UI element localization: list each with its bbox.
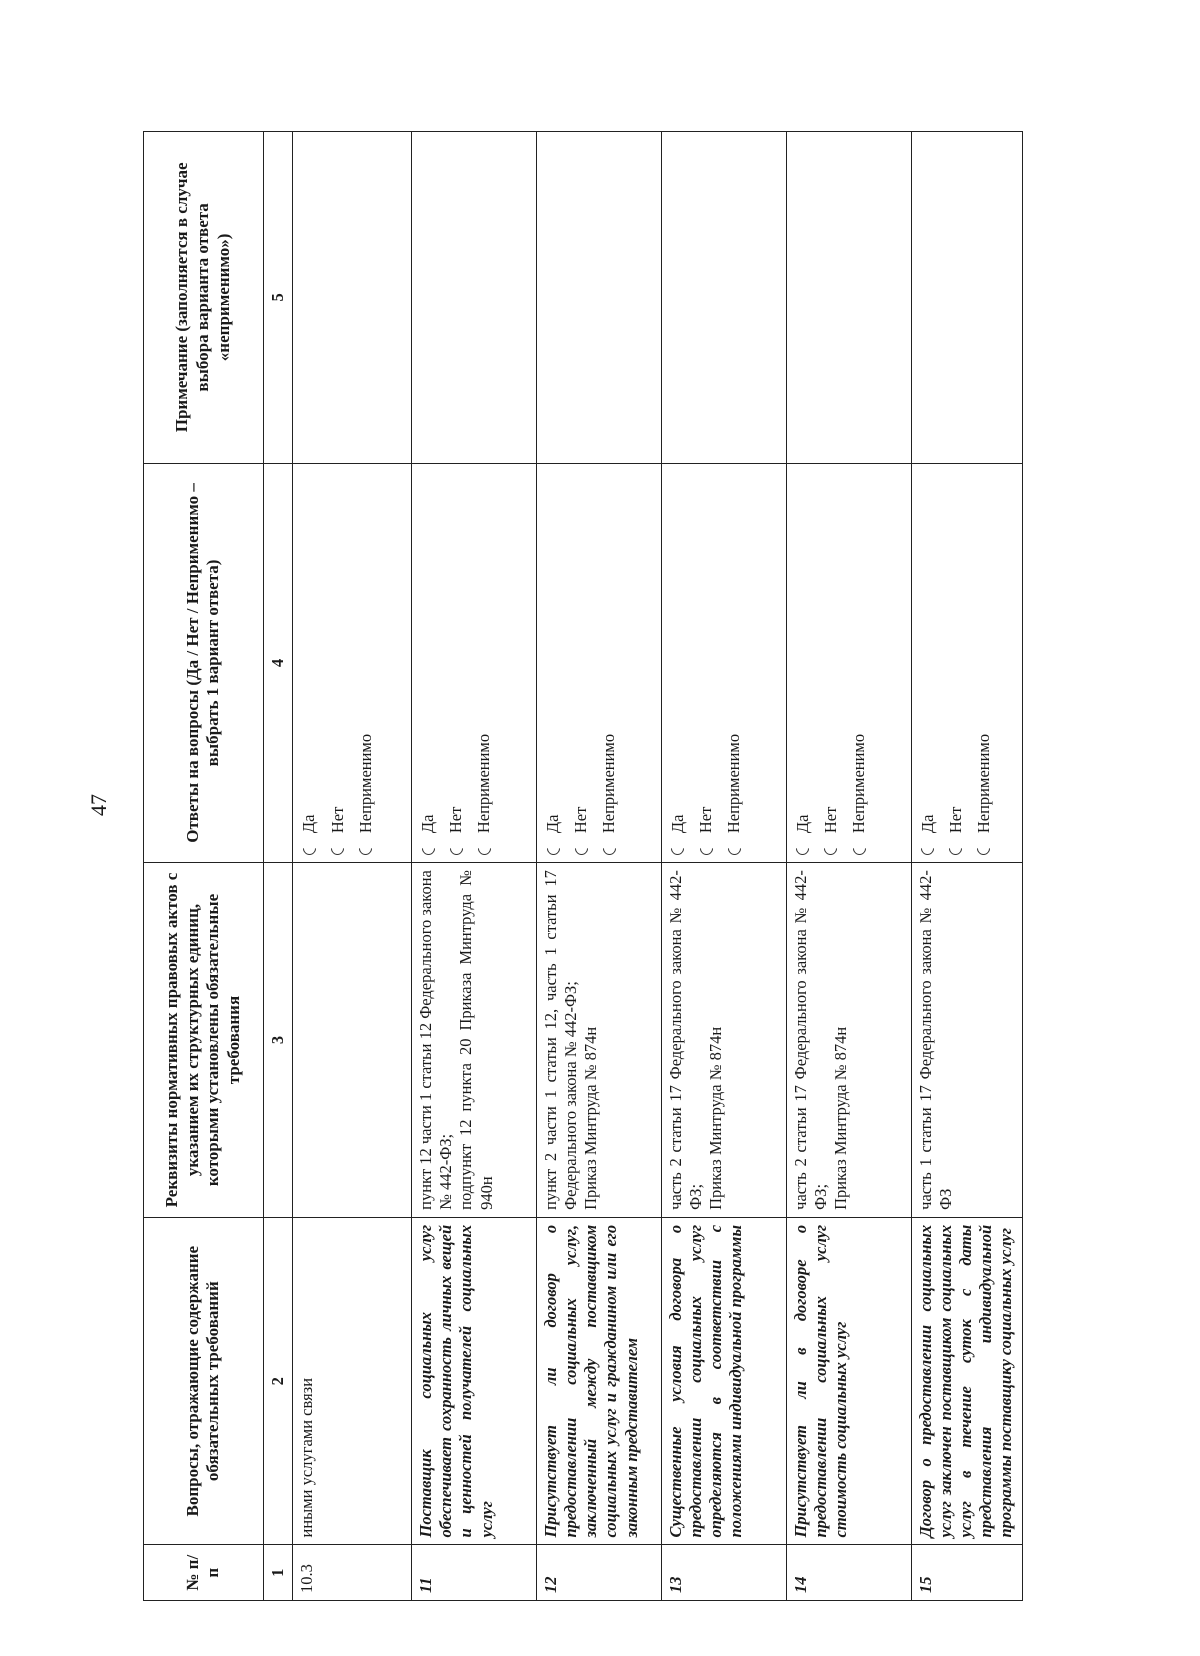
answer-options-cell	[661, 463, 786, 862]
column-number: 3	[263, 863, 293, 1218]
note-cell[interactable]	[293, 132, 412, 464]
question-text: Поставщик социальных услуг обеспечивает сохранность личных вещей и ценностей получателей социальных услуг	[412, 1217, 537, 1545]
answer-option-label: Неприменимо	[849, 733, 869, 834]
radio-button-icon[interactable]	[544, 839, 562, 857]
table-row	[537, 132, 662, 1601]
table-row	[661, 132, 786, 1601]
header-legal-acts: Реквизиты нормативных правовых актов с указанием их структурных единиц, которыми установлены обязательные требования	[144, 863, 264, 1218]
question-text: Договор о предоставлении социальных услуг заключен поставщиком социальных услуг в течение суток с даты представления индивидуальной программы поставщику социальных услуг	[911, 1217, 1022, 1545]
legal-act-reference: часть 2 статьи 17 Федерального закона № 442-ФЗ;	[790, 870, 830, 1210]
answer-option[interactable]	[918, 471, 938, 855]
radio-button-icon[interactable]	[725, 839, 743, 857]
column-number-row	[263, 132, 293, 1601]
answer-option-label: Нет	[571, 806, 591, 834]
answer-options-cell	[293, 463, 412, 862]
answer-options-cell	[911, 463, 1022, 862]
column-number: 5	[263, 132, 293, 464]
answer-option-label: Нет	[446, 806, 466, 834]
answer-radio-group	[916, 471, 994, 855]
answer-radio-group	[791, 471, 869, 855]
legal-act-reference: Приказ Минтруда № 874н	[706, 1026, 726, 1210]
radio-button-icon[interactable]	[794, 839, 812, 857]
answer-radio-group	[297, 471, 375, 855]
row-number: 11	[412, 1545, 537, 1601]
answer-option[interactable]	[668, 471, 688, 855]
answer-option-label: Неприменимо	[599, 733, 619, 834]
answer-option-label: Да	[418, 814, 438, 834]
legal-acts-cell	[661, 863, 786, 1218]
answer-option[interactable]	[974, 471, 994, 855]
answer-option-label: Нет	[327, 806, 347, 834]
answer-option[interactable]	[946, 471, 966, 855]
row-number: 10.3	[293, 1545, 412, 1601]
table-row	[293, 132, 412, 1601]
answer-option[interactable]	[418, 471, 438, 855]
legal-acts-cell	[293, 863, 412, 1218]
answer-options-cell	[786, 463, 911, 862]
radio-button-icon[interactable]	[822, 839, 840, 857]
legal-act-reference: часть 2 статьи 17 Федерального закона № 442-ФЗ;	[665, 870, 706, 1210]
note-cell[interactable]	[661, 132, 786, 464]
radio-button-icon[interactable]	[356, 839, 374, 857]
answer-radio-group	[666, 471, 744, 855]
row-number: 15	[911, 1545, 1022, 1601]
legal-acts-cell	[786, 863, 911, 1218]
radio-button-icon[interactable]	[947, 839, 965, 857]
row-number: 13	[661, 1545, 786, 1601]
header-number: № п/п	[144, 1545, 264, 1601]
page-number: 47	[86, 794, 111, 816]
legal-act-reference: пункт 2 части 1 статьи 12, часть 1 статьи 17 Федерального закона № 442-ФЗ;	[541, 870, 581, 1210]
header-questions: Вопросы, отражающие содержание обязательных требований	[144, 1217, 264, 1545]
answer-option-label: Да	[667, 814, 687, 834]
answer-option[interactable]	[474, 471, 494, 855]
column-number: 1	[263, 1545, 293, 1601]
checklist-table	[143, 131, 1023, 1601]
answer-option-label: Неприменимо	[724, 733, 744, 834]
answer-options-cell	[537, 463, 662, 862]
row-number: 14	[786, 1545, 911, 1601]
answer-radio-group	[416, 471, 494, 855]
radio-button-icon[interactable]	[975, 839, 993, 857]
answer-option[interactable]	[356, 471, 376, 855]
answer-option-label: Да	[917, 814, 937, 834]
answer-option-label: Нет	[945, 806, 965, 834]
answer-option[interactable]	[849, 471, 869, 855]
radio-button-icon[interactable]	[697, 839, 715, 857]
radio-button-icon[interactable]	[919, 839, 937, 857]
row-number: 12	[537, 1545, 662, 1601]
answer-option[interactable]	[793, 471, 813, 855]
legal-acts-cell	[412, 863, 537, 1218]
note-cell[interactable]	[786, 132, 911, 464]
answer-option[interactable]	[724, 471, 744, 855]
answer-option[interactable]	[599, 471, 619, 855]
answer-options-cell	[412, 463, 537, 862]
answer-radio-group	[541, 471, 619, 855]
answer-option[interactable]	[328, 471, 348, 855]
legal-act-reference: подпункт 12 пункта 20 Приказа Минтруда № 940н	[456, 870, 496, 1210]
radio-button-icon[interactable]	[600, 839, 618, 857]
checklist-sheet	[143, 131, 1023, 1601]
answer-option[interactable]	[299, 471, 319, 855]
rows-body	[293, 132, 1023, 1601]
question-text: Присутствует ли договор о предоставлении социальных услуг, заключенный между поставщиком социальных услуг и гражданином или его законным представителем	[537, 1217, 662, 1545]
answer-option[interactable]	[446, 471, 466, 855]
legal-act-reference: пункт 12 части 1 статьи 12 Федерального закона № 442-ФЗ;	[416, 870, 456, 1210]
question-text: иными услугами связи	[293, 1217, 412, 1545]
answer-option-label: Неприменимо	[355, 733, 375, 834]
answer-option-label: Да	[299, 814, 319, 834]
legal-acts-cell	[537, 863, 662, 1218]
column-number: 2	[263, 1217, 293, 1545]
table-row	[911, 132, 1022, 1601]
radio-button-icon[interactable]	[572, 839, 590, 857]
radio-button-icon[interactable]	[850, 839, 868, 857]
legal-act-reference: Приказ Минтруда № 874н	[581, 1026, 601, 1210]
legal-acts-cell	[911, 863, 1022, 1218]
answer-option-label: Неприменимо	[474, 733, 494, 834]
answer-option-label: Да	[792, 814, 812, 834]
question-text: Существенные условия договора о предоставлении социальных услуг определяются в соответствии с положениями индивидуальной программы	[661, 1217, 786, 1545]
note-cell[interactable]	[537, 132, 662, 464]
answer-option[interactable]	[696, 471, 716, 855]
radio-button-icon[interactable]	[328, 839, 346, 857]
legal-act-reference: Приказ Минтруда № 874н	[831, 1026, 851, 1210]
rotated-table-container	[143, 131, 1023, 1601]
answer-option-label: Нет	[820, 806, 840, 834]
radio-button-icon[interactable]	[447, 839, 465, 857]
header-note: Примечание (заполняется в случае выбора варианта ответа «неприменимо»)	[144, 132, 264, 464]
column-number: 4	[263, 463, 293, 862]
header-answers: Ответы на вопросы (Да / Нет / Неприменимо – выбрать 1 вариант ответа)	[144, 463, 264, 862]
question-text: Присутствует ли в договоре о предоставлении социальных услуг стоимость социальных услуг	[786, 1217, 911, 1545]
legal-act-reference: часть 1 статьи 17 Федерального закона № 442-ФЗ	[915, 870, 955, 1210]
note-cell[interactable]	[911, 132, 1022, 464]
header-row	[144, 132, 264, 1601]
table-row	[786, 132, 911, 1601]
radio-button-icon[interactable]	[669, 839, 687, 857]
table-row	[412, 132, 537, 1601]
answer-option-label: Нет	[696, 806, 716, 834]
radio-button-icon[interactable]	[475, 839, 493, 857]
answer-option[interactable]	[543, 471, 563, 855]
answer-option[interactable]	[821, 471, 841, 855]
note-cell[interactable]	[412, 132, 537, 464]
answer-option-label: Неприменимо	[973, 733, 993, 834]
answer-option-label: Да	[543, 814, 563, 834]
radio-button-icon[interactable]	[300, 839, 318, 857]
radio-button-icon[interactable]	[419, 839, 437, 857]
answer-option[interactable]	[571, 471, 591, 855]
